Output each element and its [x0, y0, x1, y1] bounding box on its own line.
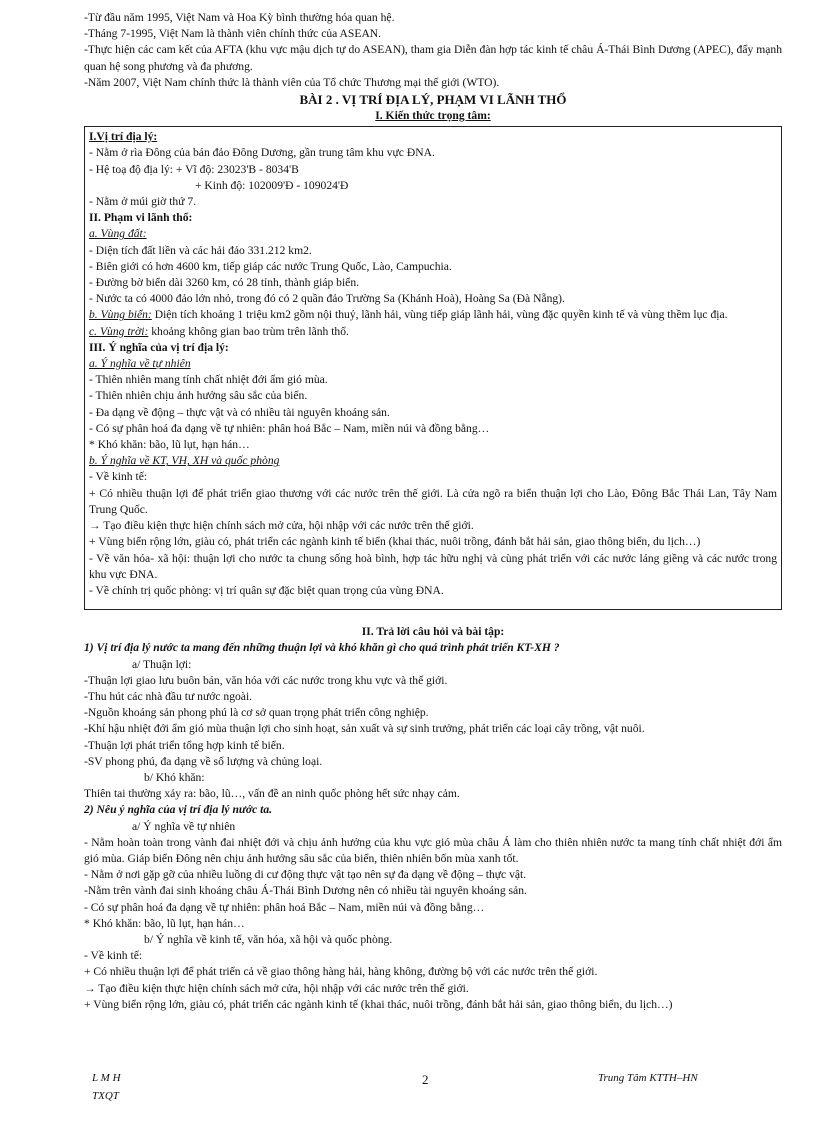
answer-line: - Nằm ở nơi gặp gỡ của nhiều luồng di cư động thực vật tạo nên sự đa dạng về động – thực vật. [84, 868, 527, 882]
box-line: - Biên giới có hơn 4600 km, tiếp giáp các nước Trung Quốc, Lào, Campuchia. [89, 259, 452, 273]
box-subheading: a. Ý nghĩa về tự nhiên [89, 357, 191, 371]
intro-line: -Thực hiện các cam kết của AFTA (khu vực mậu dịch tự do ASEAN), tham gia Diễn đàn hợp tác kinh tế châu Á-Thái Bình Dương (APEC), đẩy mạnh quan hệ song phương và đa phương. [84, 43, 782, 73]
answer-line: - Có sự phân hoá đa dạng về tự nhiên: phân hoá Bắc – Nam, miền núi và đồng bằng… [84, 900, 485, 914]
answer-line: -Khí hậu nhiệt đới ẩm gió mùa thuận lợi cho sinh hoạt, sản xuất và sự sinh trưởng, phát triển các loại cây trồng, vật nuôi. [84, 722, 645, 736]
footer-author: L M H [92, 1072, 121, 1084]
box-heading: III. Ý nghĩa của vị trí địa lý: [89, 340, 229, 354]
answer-subheading: b/ Ý nghĩa về kinh tế, văn hóa, xã hội và quốc phòng. [144, 932, 393, 946]
intro-line: -Năm 2007, Việt Nam chính thức là thành viên của Tổ chức Thương mại thế giới (WTO). [84, 75, 500, 89]
answer-subheading: b/ Khó khăn: [144, 770, 205, 784]
box-line: + Vùng biển rộng lớn, giàu có, phát triển các ngành kinh tế biển (khai thác, nuôi trồng, đánh bắt hải sản, giao thông biển, du lịch…) [89, 535, 701, 549]
footer-code: TXQT [92, 1090, 119, 1102]
box-line: - Về kinh tế: [89, 470, 148, 484]
box-text: Diện tích khoảng 1 triệu km2 gồm nội thuỷ, lãnh hải, vùng tiếp giáp lãnh hải, vùng đặc quyền kinh tế và vùng thềm lục địa. [151, 308, 728, 322]
box-heading: II. Phạm vi lãnh thổ: [89, 211, 193, 225]
box-paragraph [89, 307, 777, 323]
answer-line: -Thu hút các nhà đầu tư nước ngoài. [84, 689, 253, 703]
box-line: → Tạo điều kiện thực hiện chính sách mở cửa, hội nhập với các nước trên thế giới. [89, 519, 474, 533]
question-title: 1) Vị trí địa lý nước ta mang đến những thuận lợi và khó khăn gì cho quá trình phát triển KT-XH ? [84, 641, 560, 655]
box-line: - Có sự phân hoá đa dạng về tự nhiên: phân hoá Bắc – Nam, miền núi và đồng bằng… [89, 421, 490, 435]
box-line: - Về văn hóa- xã hội: thuận lợi cho nước ta chung sống hoà bình, hợp tác hữu nghị và cùng phát triển với các nước láng giềng và các nước trong khu vực ĐNA. [89, 551, 777, 581]
section-heading: II. Trả lời câu hỏi và bài tập: [361, 625, 505, 639]
box-line: - Về chính trị quốc phòng: vị trí quân sự đặc biệt quan trọng của vùng ĐNA. [89, 583, 444, 597]
answer-line: Thiên tai thường xảy ra: bão, lũ…, vấn đề an ninh quốc phòng hết sức nhạy cảm. [84, 787, 460, 801]
answer-line: -Nằm trên vành đai sinh khoáng châu Á-Thái Bình Dương nên có nhiều tài nguyên khoáng sản. [84, 884, 527, 898]
page-footer [0, 1072, 816, 1112]
box-line: * Khó khăn: bão, lũ lụt, hạn hán… [89, 438, 250, 452]
box-heading: I.Vị trí địa lý: [89, 130, 158, 144]
answer-line: - Nằm hoàn toàn trong vành đai nhiệt đới và chịu ảnh hưởng của khu vực gió mùa châu Á làm cho thiên nhiên nước ta mang tính chất nhiệt đới ẩm gió mùa. Giáp biển Đông nên chịu ảnh hưởng sâu sắc của biển, thiên nhiên bốn mùa xanh tốt. [84, 835, 782, 865]
answer-line: * Khó khăn: bão, lũ lụt, hạn hán… [84, 916, 245, 930]
answer-subheading: a/ Thuận lợi: [132, 657, 192, 671]
answer-line: -Thuận lợi phát triển tổng hợp kinh tế biển. [84, 738, 285, 752]
box-subheading: b. Ý nghĩa về KT, VH, XH và quốc phòng [89, 454, 280, 468]
box-line: - Đường bờ biển dài 3260 km, có 28 tỉnh, thành giáp biển. [89, 276, 360, 290]
box-line: - Thiên nhiên chịu ảnh hưởng sâu sắc của biển. [89, 389, 308, 403]
footer-center-name: Trung Tâm KTTH–HN [598, 1072, 698, 1084]
box-line: - Nằm ở múi giờ thứ 7. [89, 195, 197, 209]
answer-subheading: a/ Ý nghĩa về tự nhiên [132, 819, 236, 833]
box-line: - Đa dạng về động – thực vật và có nhiều tài nguyên khoáng sản. [89, 405, 390, 419]
box-line: - Nằm ở rìa Đông của bán đảo Đông Dương, gần trung tâm khu vực ĐNA. [89, 146, 435, 160]
document-page [84, 10, 782, 1013]
box-text: khoảng không gian bao trùm trên lãnh thổ. [148, 324, 349, 338]
lesson-title: BÀI 2 . VỊ TRÍ ĐỊA LÝ, PHẠM VI LÃNH THỔ [299, 92, 567, 108]
box-line: - Nước ta có 4000 đảo lớn nhỏ, trong đó có 2 quần đảo Trường Sa (Khánh Hoà), Hoàng Sa (Đà Nẵng). [89, 292, 565, 306]
answer-line: → Tạo điều kiện thực hiện chính sách mở cửa, hội nhập với các nước trên thế giới. [84, 981, 469, 995]
box-line: + Kinh độ: 102009'Đ - 109024'Đ [195, 178, 349, 192]
box-subheading: b. Vùng biển: [89, 308, 152, 322]
answer-line: - Về kinh tế: [84, 949, 143, 963]
intro-line: -Tháng 7-1995, Việt Nam là thành viên chính thức của ASEAN. [84, 27, 382, 41]
box-subheading: a. Vùng đất: [89, 227, 147, 241]
box-line: - Hệ toạ độ địa lý: + Vĩ độ: 23023'B - 8034'B [89, 162, 299, 176]
box-line: + Có nhiều thuận lợi để phát triển giao thương với các nước trên thế giới. Là cửa ngõ ra biển thuận lợi cho Lào, Đông Bắc Thái Lan, Tây Nam Trung Quốc. [89, 486, 777, 516]
answer-line: + Có nhiều thuận lợi để phát triển cả về giao thông hàng hải, hàng không, đường bộ với các nước trên thế giới. [84, 965, 598, 979]
intro-line: -Từ đầu năm 1995, Việt Nam và Hoa Kỳ bình thường hóa quan hệ. [84, 11, 395, 24]
section-heading: I. Kiến thức trọng tâm: [375, 109, 491, 123]
page-number: 2 [422, 1072, 429, 1087]
answer-line: -Nguồn khoáng sản phong phú là cơ sở quan trọng phát triển công nghiệp. [84, 706, 429, 720]
box-line: - Thiên nhiên mang tính chất nhiệt đới ẩm gió mùa. [89, 373, 328, 387]
box-paragraph [89, 324, 777, 340]
question-title: 2) Nêu ý nghĩa của vị trí địa lý nước ta. [84, 803, 273, 817]
key-knowledge-box [84, 126, 782, 610]
answer-line: -SV phong phú, đa dạng về số lượng và chủng loại. [84, 754, 323, 768]
box-line: - Diện tích đất liền và các hải đảo 331.212 km2. [89, 243, 312, 257]
answer-line: + Vùng biển rộng lớn, giàu có, phát triển các ngành kinh tế (khai thác, nuôi trồng, đánh bắt hải sản, giao thông biển, du lịch…) [84, 997, 673, 1011]
answer-line: -Thuận lợi giao lưu buôn bán, văn hóa với các nước trong khu vực và thế giới. [84, 673, 448, 687]
box-subheading: c. Vùng trời: [89, 324, 149, 338]
